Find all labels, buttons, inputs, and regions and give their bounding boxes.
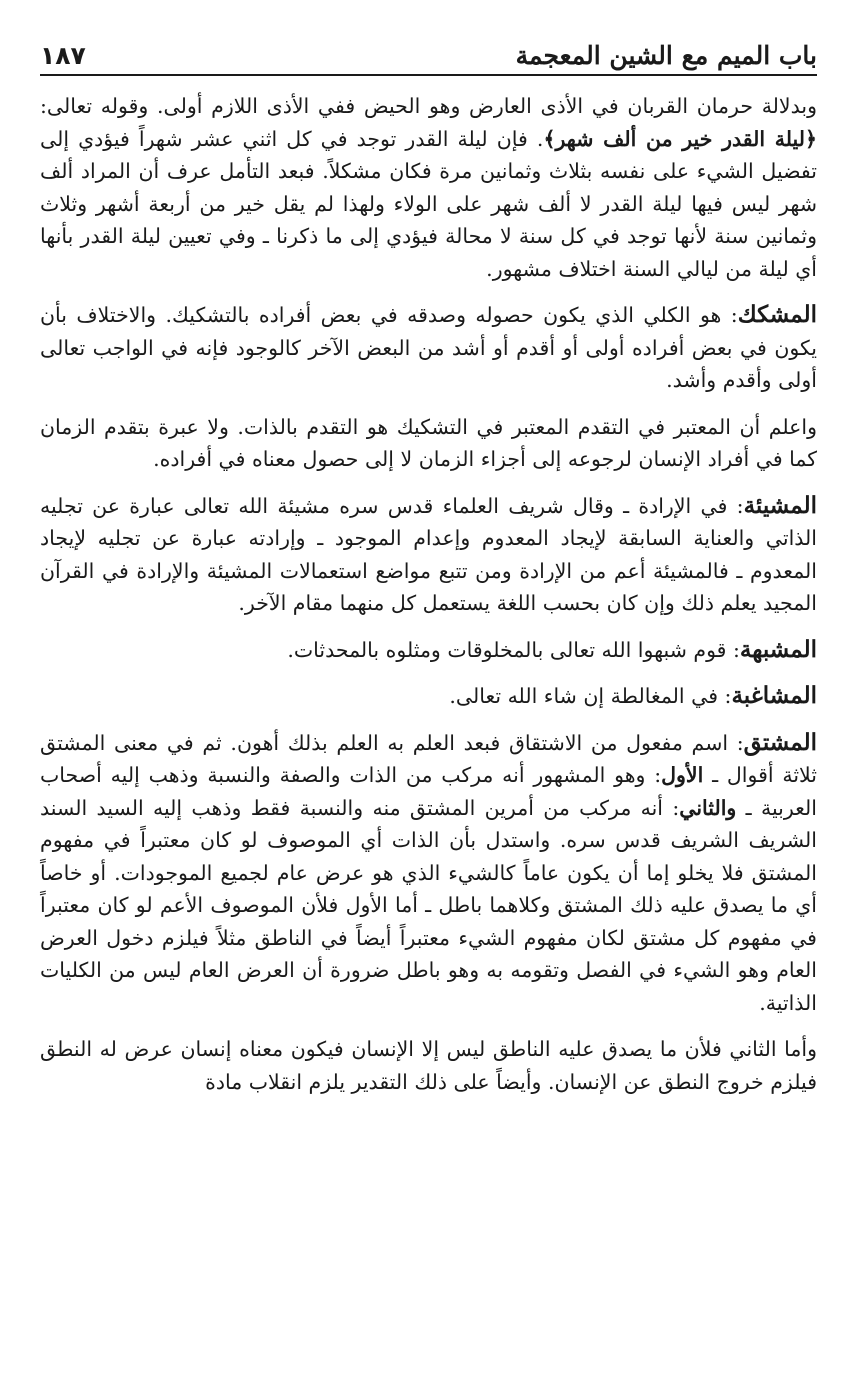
text-span: واعلم أن المعتبر في التقدم المعتبر في التشكيك هو التقدم بالذات. ولا عبرة بتقدم الزمان كما في أفراد الإنسان لرجوعه إلى أجزاء الزمان لا إلى حصول معناه في أفراده.	[40, 414, 817, 471]
text-span: وبدلالة حرمان القربان في الأذى العارض وهو الحيض ففي الأذى اللازم أولى. وقوله تعالى:	[40, 94, 817, 118]
entry-term: المشبهة	[739, 635, 817, 663]
text-span: : وهو المشهور أنه مركب من الذات والصفة والنسبة وذهب إليه أصحاب العربية ـ	[40, 763, 817, 820]
entry-mashia	[40, 490, 817, 620]
entry-mushakkak	[40, 299, 817, 397]
running-title: باب الميم مع الشين المعجمة	[515, 41, 817, 70]
entry-definition: : في المغالطة إن شاء الله تعالى.	[449, 684, 732, 708]
quran-quote: ﴿ليلة القدر خير من ألف شهر﴾	[543, 126, 817, 151]
entry-term: المشاغبة	[731, 682, 817, 709]
entry-term: المشكك	[737, 301, 817, 328]
entry-definition: : قوم شبهوا الله تعالى بالمخلوقات ومثلوه بالمحدثات.	[287, 637, 740, 662]
second-view-label: والثاني	[679, 795, 737, 820]
entry-mushtaq	[40, 727, 817, 1020]
entry-mushabbiha	[40, 634, 817, 667]
entry-term: المشتق	[743, 728, 817, 756]
page-header	[40, 30, 817, 76]
paragraph-second-case	[40, 1033, 817, 1098]
text-span: وأما الثاني فلأن ما يصدق عليه الناطق ليس إلا الإنسان فيكون معناه إنسان عرض له النطق فيلزم خروج النطق عن الإنسان. وأيضاً على ذلك التقدير يلزم انقلاب مادة	[40, 1037, 817, 1094]
text-span: . فإن ليلة القدر توجد في كل اثني عشر شهراً فيؤدي إلى تفضيل الشيء على نفسه بثلاث وثمانين مرة فكان مشكلاً. فبعد التأمل عرف أن المراد ألف شهر ليس فيها ليلة القدر لا ألف شهر على الولاء ولهذا لم يقل خير من أربعة أشهر وثلاث وثمانين سنة لأنها توجد في كل سنة لا محالة فيؤدي إلى ما ذكرنا ـ وفي تعيين ليلة القدر بأنها أي ليلة من ليالي السنة اختلاف مشهور.	[40, 126, 817, 281]
page-body	[40, 90, 817, 1098]
entry-definition: : اسم مفعول من الاشتقاق فبعد العلم به العلم بذلك أهون. ثم في معنى المشتق ثلاثة أقوال ـ	[40, 730, 817, 787]
first-view-label: الأول	[661, 763, 704, 787]
entry-term: المشيئة	[743, 491, 817, 519]
entry-definition: : هو الكلي الذي يكون حصوله وصدقه في بعض أفراده بالتشكيك. والاختلاف بأن يكون في بعض أفراده أولى أو أقدم أو أشد من البعض الآخر كالوجود فإنه في الواجب تعالى أولى وأقدم وأشد.	[40, 303, 817, 392]
text-span: : أنه مركب من أمرين المشتق منه والنسبة فقط وذهب إليه السيد السند الشريف الشريف قدس سره. واستدل بأن الذات أي الموصوف لو كان معتبراً في مفهوم المشتق فلا يخلو إما أن يكون عاماً كالشيء الذي هو عرض عام لجميع الموجودات. أو خاصاً أي ما يصدق عليه ذلك المشتق وكلاهما باطل ـ أما الأول فلأن الموصوف الأعم لو كان معتبراً في مفهوم كل مشتق لكان مفهوم الشيء معتبراً أيضاً في الناطق مثلاً فيلزم دخول العرض العام وهو الشيء في الفصل وتقومه به وهو باطل ضرورة أن العرض العام ليس من الكليات الذاتية.	[40, 795, 818, 1015]
entry-definition: : في الإرادة ـ وقال شريف العلماء قدس سره مشيئة الله تعالى عبارة عن تجليه الذاتي والعناية السابقة لإيجاد المعدوم وإعدام الموجود ـ وإرادته عبارة عن تجليه لإيجاد المعدوم ـ فالمشيئة أعم من الإرادة ومن تتبع مواضع استعمالات المشيئة والإرادة في القرآن المجيد يعلم ذلك وإن كان بحسب اللغة يستعمل كل منهما مقام الآخر.	[40, 493, 817, 615]
entry-mushaghaba	[40, 680, 817, 713]
page-number: ١٨٧	[40, 41, 86, 70]
paragraph-laylat-al-qadr	[40, 90, 817, 285]
paragraph-tashkik-note	[40, 411, 817, 476]
